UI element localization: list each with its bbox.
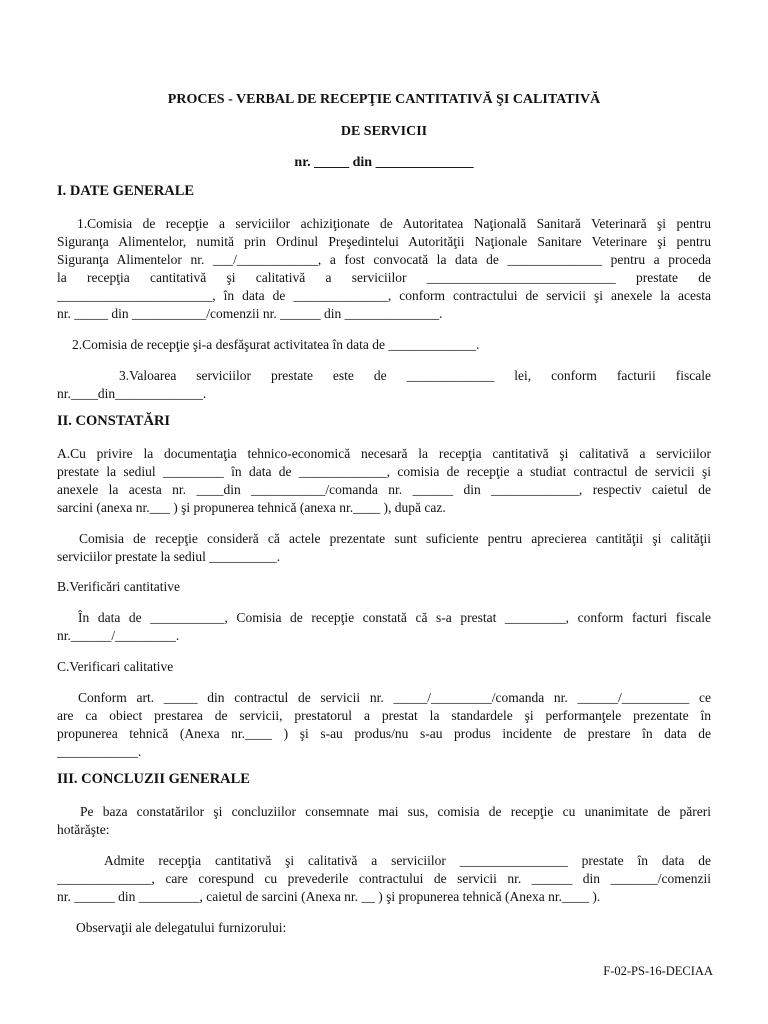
paragraph-line: prestate la sediul _________ în data de _____________, comisia de recepţie a studiat contractul de servicii şi — [57, 464, 711, 479]
paragraph-line: 2.Comisia de recepţie şi-a desfăşurat activitatea în data de _____________. — [72, 337, 480, 352]
section-heading-findings: II. CONSTATĂRI — [57, 413, 171, 429]
paragraph-line: Siguranţa Alimentelor, numită prin Ordinul Preşedintelui Autorităţii Naţionale Sanitare Veterinare şi pentru — [57, 234, 711, 249]
section-heading-general-data: I. DATE GENERALE — [57, 183, 195, 199]
document-number-line: nr. _____ din ______________ — [294, 155, 474, 170]
section-heading-conclusions: III. CONCLUZII GENERALE — [57, 771, 250, 787]
document-title: PROCES - VERBAL DE RECEPŢIE CANTITATIVĂ ŞI CALITATIVĂ — [167, 92, 601, 107]
subsection-heading-qualitative: C.Verificari calitative — [57, 659, 174, 674]
paragraph-line: _______________________, în data de ______________, conform contractului de servicii şi anexele la acesta — [57, 288, 711, 303]
document-subtitle: DE SERVICII — [340, 124, 428, 139]
paragraph-line: sarcini (anexa nr.___ ) şi propunerea tehnică (anexa nr.____ ), după caz. — [57, 500, 446, 515]
paragraph-line: 1.Comisia de recepţie a serviciilor achiziţionate de Autoritatea Naţională Sanitară Veterinară şi pentru — [77, 216, 711, 231]
paragraph-line: Conform art. _____ din contractul de servicii nr. _____/_________/comanda nr. ______/__________ ce — [78, 690, 711, 705]
paragraph-line: nr. _____ din ___________/comenzii nr. ______ din ______________. — [57, 306, 443, 321]
paragraph-line: are ca obiect prestarea de servicii, prestatorul a prestat la standardele şi performanţele prezentate în — [57, 708, 711, 723]
paragraph-line: Comisia de recepţie consideră că actele prezentate sunt suficiente pentru aprecierea cantităţii şi calităţii — [79, 531, 711, 546]
paragraph-line: A.Cu privire la documentaţia tehnico-economică necesară la recepţia cantitativă şi calitativă a serviciilor — [57, 446, 711, 461]
paragraph-line: serviciilor prestate la sediul __________. — [57, 549, 281, 564]
paragraph-line: nr. ______ din _________, caietul de sarcini (Anexa nr. __ ) şi propunerea tehnică (Anexa nr.____ ). — [57, 889, 601, 904]
paragraph-line: nr.______/_________. — [57, 628, 180, 643]
paragraph-line: Pe baza constatărilor şi concluziilor consemnate mai sus, comisia de recepţie cu unanimitate de păreri — [80, 804, 711, 819]
paragraph-line: hotărăşte: — [57, 822, 110, 837]
paragraph-line: anexele la acesta nr. ____din ___________/comanda nr. ______ din _____________, respectiv caietul de — [57, 482, 711, 497]
paragraph-line: Observaţii ale delegatului furnizorului: — [76, 920, 287, 935]
subsection-heading-quantitative: B.Verificări cantitative — [57, 579, 180, 594]
paragraph-line: ____________. — [57, 744, 142, 759]
paragraph-line: Admite recepţia cantitativă şi calitativă a serviciilor ________________ prestate în data de — [104, 853, 711, 868]
paragraph-line: 3.Valoarea serviciilor prestate este de _____________ lei, conform facturii fiscale — [119, 368, 711, 383]
paragraph-line: nr.____din_____________. — [57, 386, 207, 401]
paragraph-line: ______________, care corespund cu prevederile contractului de servicii nr. ______ din _______/comenzii — [57, 871, 711, 886]
paragraph-line: Siguranţa Alimentelor nr. ___/____________, a fost convocată la data de ______________ pentru a proceda — [57, 252, 711, 267]
paragraph-line: la recepţia cantitativă şi calitativă a serviciilor ____________________________ prestate de — [57, 270, 711, 285]
paragraph-line: În data de ___________, Comisia de recepţie constată că s-a prestat _________, conform facturi fiscale — [78, 610, 711, 625]
form-code: F-02-PS-16-DECIAA — [603, 964, 713, 978]
paragraph-line: propunerea tehnică (Anexa nr.____ ) şi s-au produs/nu s-au produs incidente de prestare în data de — [57, 726, 711, 741]
